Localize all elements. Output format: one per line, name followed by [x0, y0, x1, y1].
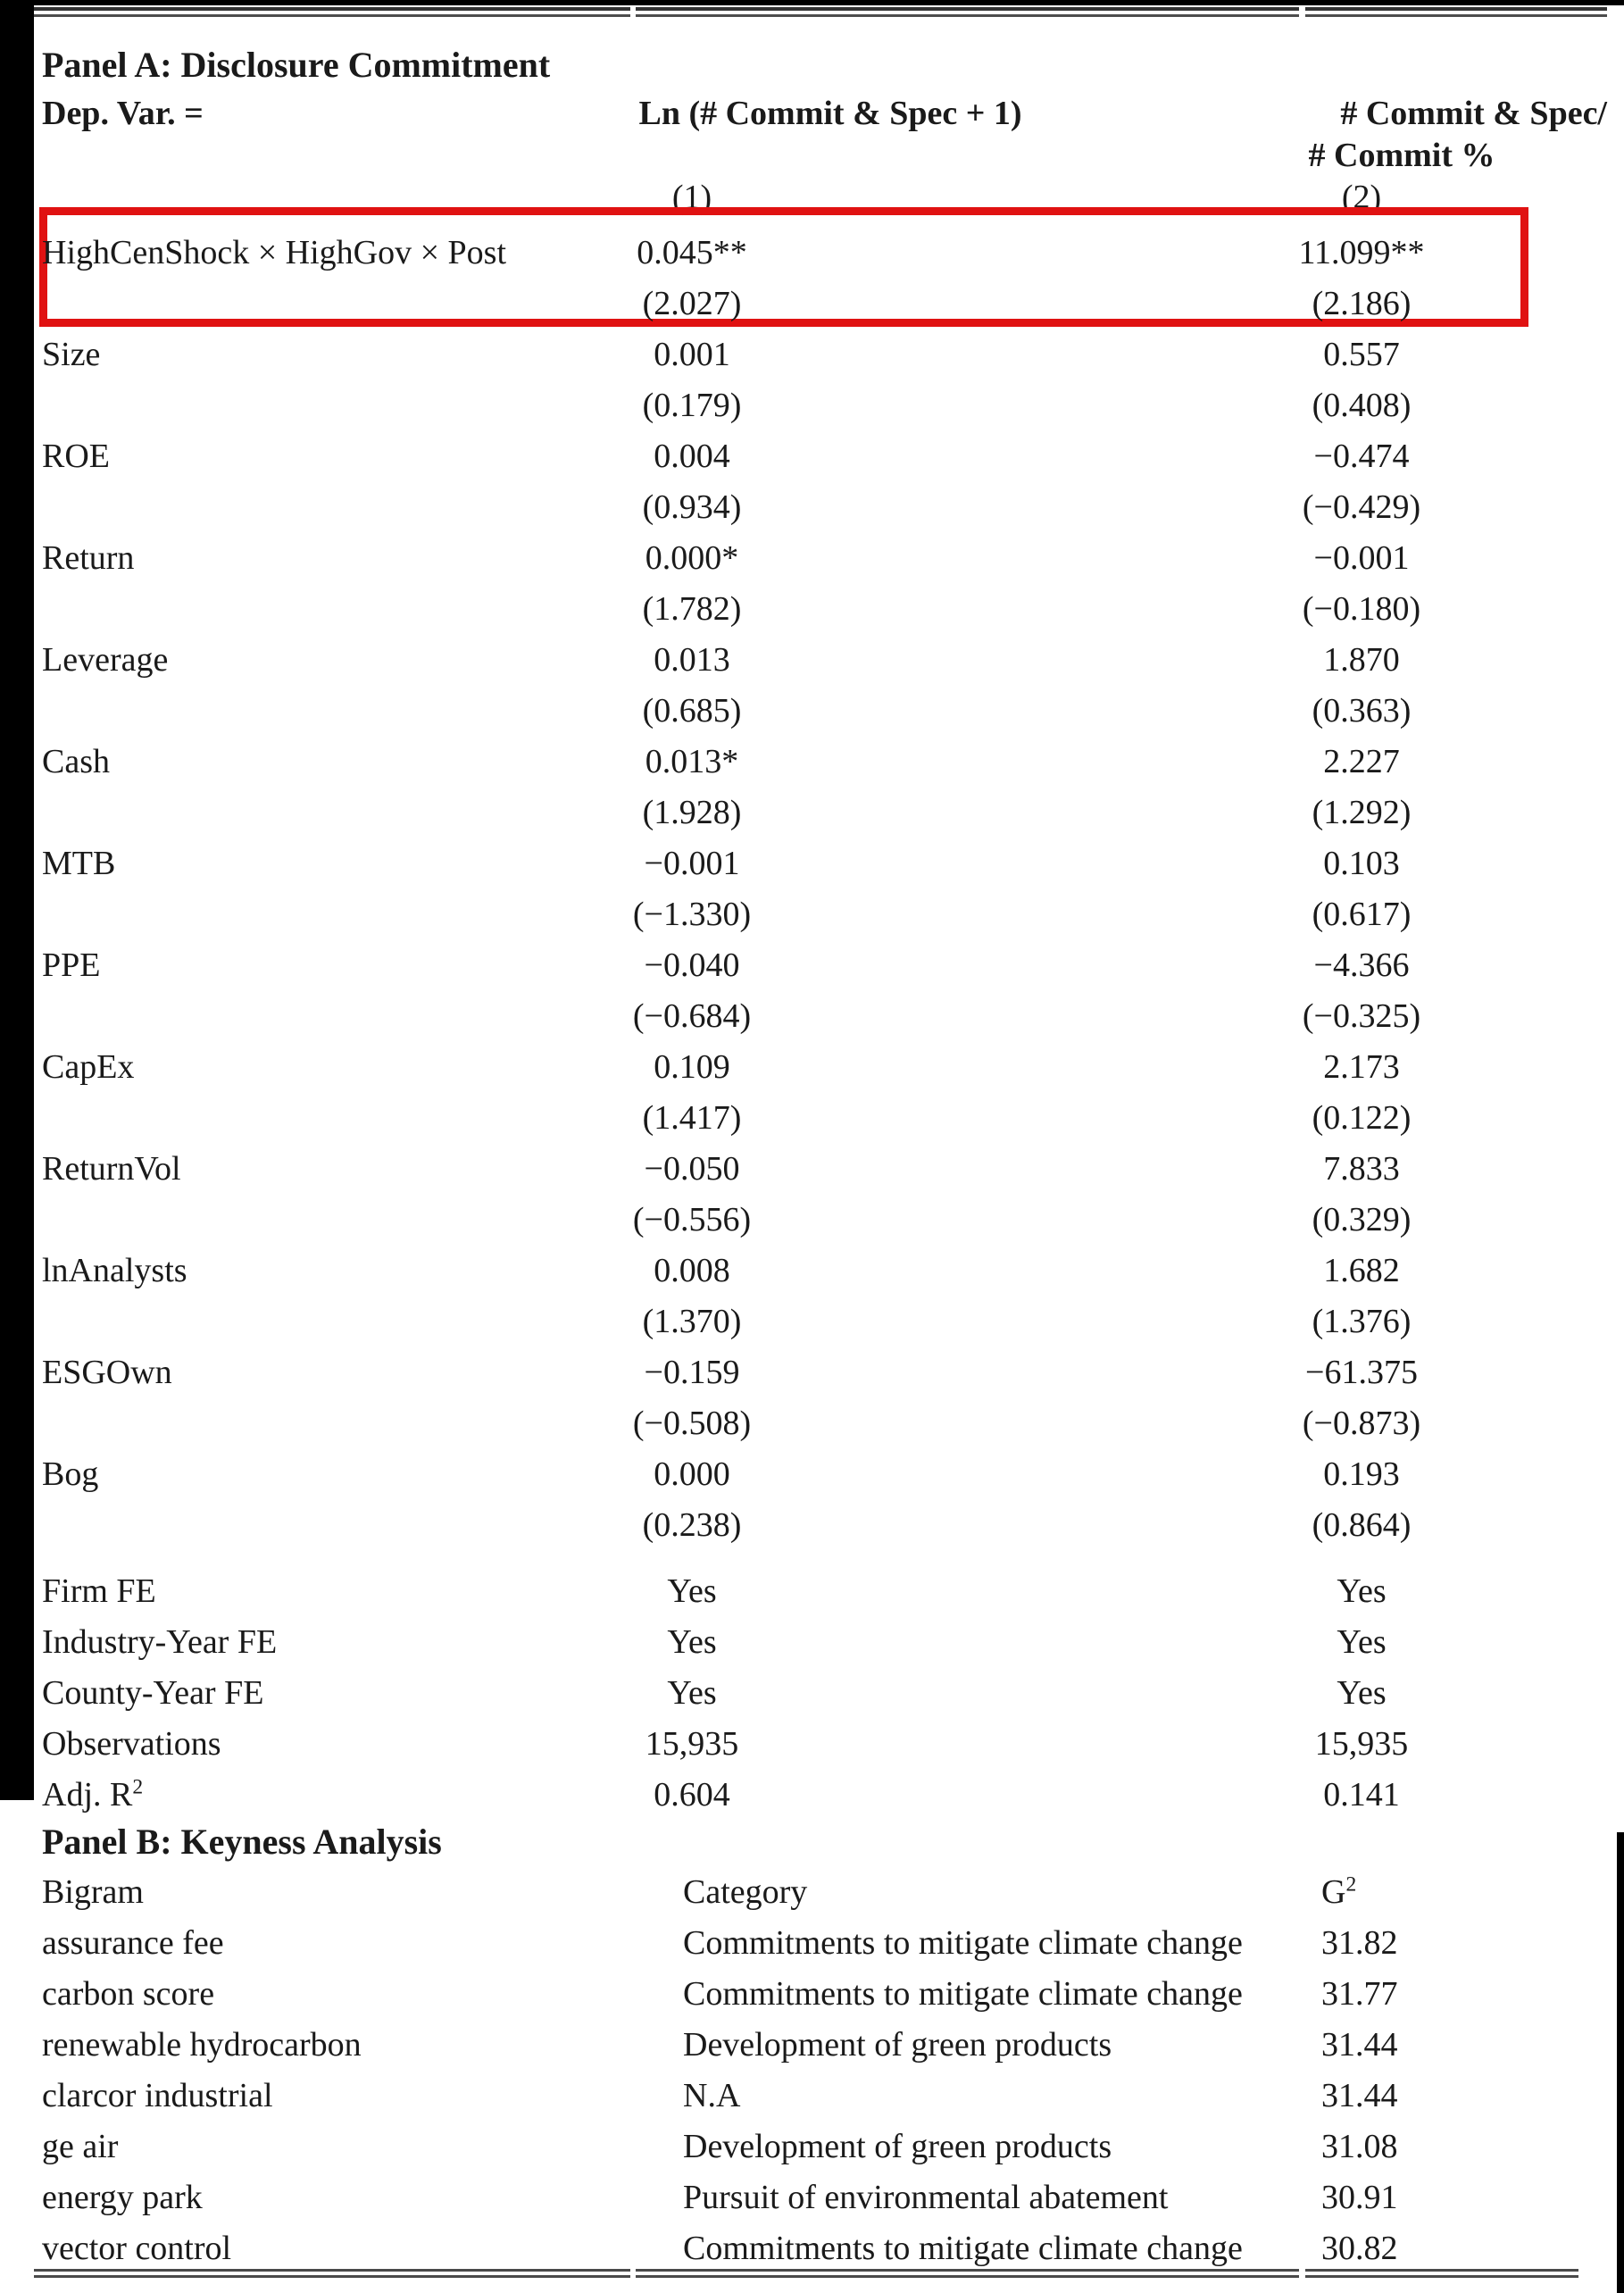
stat-cell: Yes	[1337, 1674, 1387, 1712]
coef-cell: 2.173	[1323, 1048, 1400, 1086]
tstat-cell: (−0.873)	[1302, 1405, 1421, 1442]
coef-cell: 0.103	[1323, 845, 1400, 882]
var-label: PPE	[42, 946, 101, 984]
coef-cell: −0.474	[1313, 438, 1410, 475]
stat-cell: 15,935	[1314, 1725, 1409, 1763]
bigram-cell: assurance fee	[42, 1924, 224, 1962]
var-label: ROE	[42, 438, 110, 475]
tstat-cell: (0.685)	[642, 692, 742, 730]
tstat-cell: (2.186)	[1312, 285, 1412, 322]
g2-cell: 31.44	[1321, 2077, 1398, 2114]
stat-cell: Yes	[667, 1572, 717, 1610]
var-label: Size	[42, 336, 101, 373]
top-edge-bar	[0, 0, 1624, 5]
var-label: Bog	[42, 1455, 99, 1493]
coef-cell: 0.001	[654, 336, 730, 373]
coef-cell: 1.682	[1323, 1252, 1400, 1289]
stat-label: Industry-Year FE	[42, 1623, 278, 1661]
bottom-rule-segment	[1305, 2269, 1578, 2278]
tstat-cell: (0.238)	[642, 1506, 742, 1544]
var-label: ReturnVol	[42, 1150, 181, 1188]
top-rule-segment	[636, 7, 1299, 17]
category-cell: Commitments to mitigate climate change	[683, 2230, 1243, 2267]
stat-cell: Yes	[667, 1674, 717, 1712]
tstat-cell: (2.027)	[642, 285, 742, 322]
coef-cell: 1.870	[1323, 641, 1400, 679]
coef-cell: 0.557	[1323, 336, 1400, 373]
bigram-header: Bigram	[42, 1873, 144, 1911]
bigram-cell: vector control	[42, 2230, 232, 2267]
tstat-cell: (1.370)	[642, 1303, 742, 1340]
category-cell: N.A	[683, 2077, 741, 2114]
category-cell: Commitments to mitigate climate change	[683, 1924, 1243, 1962]
stat-cell: 0.141	[1323, 1776, 1400, 1814]
coef-cell: 0.109	[654, 1048, 730, 1086]
g2-cell: 31.77	[1321, 1975, 1398, 2013]
bottom-rule-segment	[636, 2269, 1299, 2278]
col2-header-line2: # Commit %	[1308, 137, 1495, 174]
var-label: CapEx	[42, 1048, 135, 1086]
category-cell: Pursuit of environmental abatement	[683, 2179, 1169, 2216]
coef-cell: −4.366	[1313, 946, 1410, 984]
stat-label: Adj. $R^2$	[42, 1775, 144, 1814]
left-edge-bar	[0, 0, 34, 1800]
coef-cell: 0.045**	[637, 234, 747, 271]
bigram-cell: ge air	[42, 2128, 119, 2165]
stat-cell: Yes	[1337, 1623, 1387, 1661]
stat-cell: 0.604	[654, 1776, 730, 1814]
tstat-cell: (1.376)	[1312, 1303, 1412, 1340]
bigram-cell: carbon score	[42, 1975, 215, 2013]
g2-cell: 31.82	[1321, 1924, 1398, 1962]
tstat-cell: (1.417)	[642, 1099, 742, 1137]
bigram-cell: clarcor industrial	[42, 2077, 273, 2114]
g2-cell: 30.91	[1321, 2179, 1398, 2216]
category-header: Category	[683, 1873, 808, 1911]
coef-cell: −61.375	[1305, 1354, 1418, 1391]
tstat-cell: (0.179)	[642, 387, 742, 424]
top-rule-segment	[1305, 7, 1607, 17]
var-label: Leverage	[42, 641, 169, 679]
tstat-cell: (1.292)	[1312, 794, 1412, 831]
tstat-cell: (0.864)	[1312, 1506, 1412, 1544]
stat-cell: 15,935	[645, 1725, 739, 1763]
g2-cell: 30.82	[1321, 2230, 1398, 2267]
coef-cell: 7.833	[1323, 1150, 1400, 1188]
g2-header: $G^2$	[1321, 1872, 1357, 1911]
g2-cell: 31.08	[1321, 2128, 1398, 2165]
bottom-rule-segment	[34, 2269, 630, 2278]
coef-cell: −0.001	[1313, 539, 1410, 577]
coef-cell: −0.040	[644, 946, 740, 984]
top-rule-segment	[34, 7, 630, 17]
right-edge-bar	[1617, 1832, 1624, 2293]
tstat-cell: (0.617)	[1312, 896, 1412, 933]
tstat-cell: (−0.556)	[632, 1201, 752, 1238]
coef-cell: −0.001	[644, 845, 740, 882]
col2-header-line1: # Commit & Spec/	[1340, 95, 1607, 132]
var-label: MTB	[42, 845, 116, 882]
tstat-cell: (1.782)	[642, 590, 742, 628]
stat-cell: Yes	[667, 1623, 717, 1661]
tstat-cell: (−0.684)	[632, 997, 752, 1035]
category-cell: Commitments to mitigate climate change	[683, 1975, 1243, 2013]
panel-b-title: Panel B: Keyness Analysis	[42, 1822, 442, 1862]
category-cell: Development of green products	[683, 2026, 1112, 2064]
tstat-cell: (−1.330)	[632, 896, 752, 933]
tstat-cell: (0.329)	[1312, 1201, 1412, 1238]
g2-cell: 31.44	[1321, 2026, 1398, 2064]
coef-cell: 0.004	[654, 438, 730, 475]
stat-label: County-Year FE	[42, 1674, 264, 1712]
panel-a-title: Panel A: Disclosure Commitment	[42, 45, 551, 85]
coef-cell: 0.013	[654, 641, 730, 679]
coef-cell: 0.000	[654, 1455, 730, 1493]
tstat-cell: (0.122)	[1312, 1099, 1412, 1137]
coef-cell: 0.000*	[645, 539, 739, 577]
coef-cell: −0.159	[644, 1354, 740, 1391]
var-label: HighCenShock × HighGov × Post	[42, 234, 506, 271]
tstat-cell: (1.928)	[642, 794, 742, 831]
coef-cell: 2.227	[1323, 743, 1400, 780]
var-label: Return	[42, 539, 135, 577]
category-cell: Development of green products	[683, 2128, 1112, 2165]
coef-cell: −0.050	[644, 1150, 740, 1188]
var-label: Cash	[42, 743, 110, 780]
tstat-cell: (−0.508)	[632, 1405, 752, 1442]
stat-label: Firm FE	[42, 1572, 156, 1610]
coef-cell: 11.099**	[1298, 234, 1425, 271]
col2-number: (2)	[1341, 179, 1382, 216]
var-label: ESGOwn	[42, 1354, 172, 1391]
tstat-cell: (−0.429)	[1302, 488, 1421, 526]
stat-label: Observations	[42, 1725, 221, 1763]
dep-var-label: Dep. Var. =	[42, 95, 204, 132]
stat-cell: Yes	[1337, 1572, 1387, 1610]
bigram-cell: energy park	[42, 2179, 203, 2216]
tstat-cell: (0.408)	[1312, 387, 1412, 424]
col1-number: (1)	[671, 179, 712, 216]
tstat-cell: (0.363)	[1312, 692, 1412, 730]
coef-cell: 0.013*	[645, 743, 739, 780]
tstat-cell: (−0.325)	[1302, 997, 1421, 1035]
coef-cell: 0.193	[1323, 1455, 1400, 1493]
var-label: lnAnalysts	[42, 1252, 187, 1289]
col1-header: Ln (# Commit & Spec + 1)	[638, 95, 1022, 132]
coef-cell: 0.008	[654, 1252, 730, 1289]
tstat-cell: (0.934)	[642, 488, 742, 526]
tstat-cell: (−0.180)	[1302, 590, 1421, 628]
bigram-cell: renewable hydrocarbon	[42, 2026, 362, 2064]
